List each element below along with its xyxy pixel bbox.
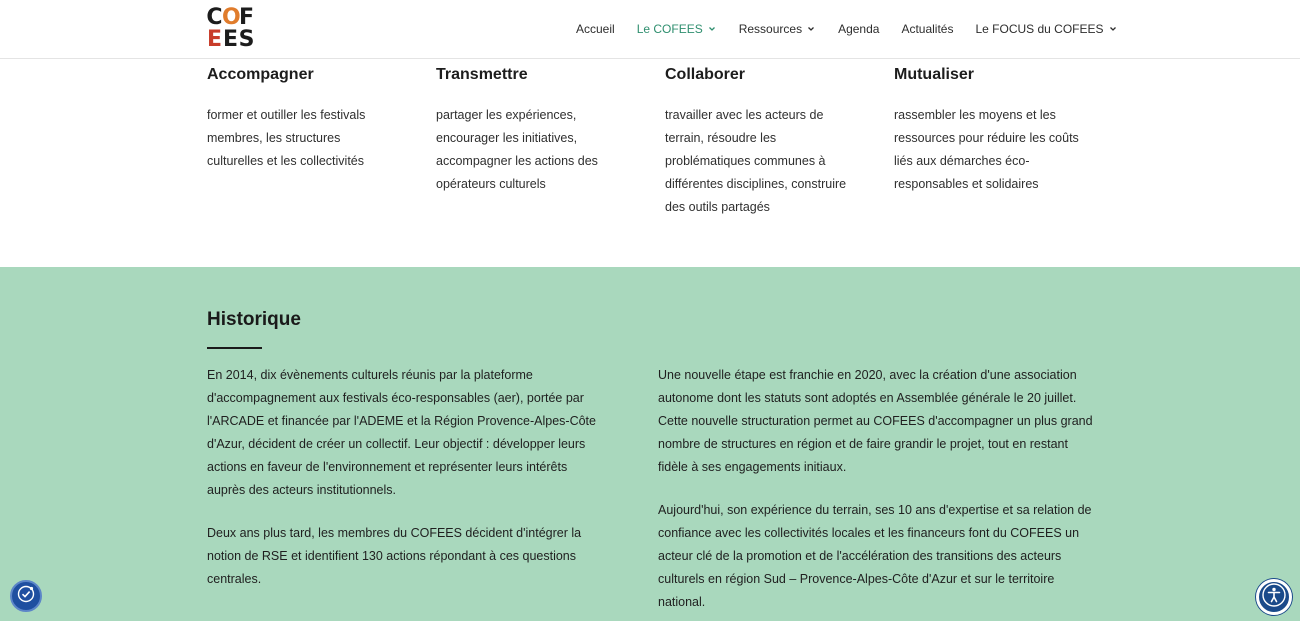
- pillars-section: [207, 60, 1107, 266]
- chevron-down-icon: [806, 24, 816, 34]
- pillar-text: former et outiller les festivals membres, les structures culturelles et les collectivités: [207, 108, 366, 168]
- historique-title: Historique: [207, 309, 301, 330]
- nav-item-label: Le COFEES: [636, 22, 703, 36]
- cofees-logo[interactable]: [206, 5, 256, 52]
- logo-letter: S: [238, 27, 254, 52]
- main-nav: [576, 0, 1118, 58]
- historique-section: [0, 267, 1300, 621]
- historique-right-column: [658, 364, 1100, 621]
- pillar-collaborer: [665, 60, 865, 219]
- logo-letter: E: [206, 27, 222, 52]
- cookie-consent-icon: [16, 584, 36, 609]
- pillar-text: travailler avec les acteurs de terrain, résoudre les problématiques communes à différentes disciplines, construire des outils partagés: [665, 108, 847, 214]
- nav-item-label: Ressources: [738, 22, 803, 36]
- chevron-down-icon: [707, 24, 717, 34]
- pillar-title: Accompagner: [207, 66, 314, 83]
- logo-letter: C: [206, 5, 222, 30]
- nav-item-agenda[interactable]: [838, 22, 879, 36]
- pillar-mutualiser: [894, 60, 1094, 196]
- historique-paragraph: En 2014, dix évènements culturels réunis par la plateforme d'accompagnement aux festivals éco-responsables (aer), portée par l'ARCADE et financée par l'ADEME et la Région Provence-Alpes-Côte d'Azur, décident de créer un collectif. Leur objectif : développer leurs actions en faveur de l'environnement et représenter leurs intérêts auprès des acteurs institutionnels.: [207, 368, 596, 497]
- pillar-accompagner: [207, 60, 407, 173]
- nav-item-label: Accueil: [576, 22, 615, 36]
- pillar-transmettre: [436, 60, 636, 196]
- nav-item-actualites[interactable]: [901, 22, 953, 36]
- historique-paragraph: Aujourd'hui, son expérience du terrain, ses 10 ans d'expertise et sa relation de confiance avec les collectivités locales et les financeurs font du COFEES un acteur clé de la promotion et de l'accélération des transitions des acteurs culturels en région Sud – Provence-Alpes-Côte d'Azur et sur le territoire national.: [658, 503, 1092, 609]
- cookie-consent-button[interactable]: [10, 580, 42, 612]
- accessibility-icon: [1261, 582, 1287, 613]
- nav-item-label: Actualités: [901, 22, 954, 36]
- site-header: [0, 0, 1300, 59]
- pillar-text: partager les expériences, encourager les initiatives, accompagner les actions des opérateurs culturels: [436, 108, 598, 191]
- pillar-title: Transmettre: [436, 66, 528, 83]
- accessibility-button[interactable]: [1256, 579, 1292, 615]
- historique-paragraph: Deux ans plus tard, les membres du COFEES décident d'intégrer la notion de RSE et identifient 130 actions répondant à ces questions centrales.: [207, 526, 582, 586]
- nav-item-accueil[interactable]: [576, 22, 615, 36]
- pillar-title: Collaborer: [665, 66, 746, 83]
- nav-item-le-cofees[interactable]: [637, 22, 717, 36]
- logo-letter: F: [238, 5, 254, 30]
- historique-paragraph: Une nouvelle étape est franchie en 2020, avec la création d'une association autonome dont les statuts sont adoptés en Assemblée générale le 20 juillet. Cette nouvelle structuration permet au COFEES d'accompagner un plus grand nombre de structures en région et de faire grandir le projet, tout en restant fidèle à ses engagements initiaux.: [658, 368, 1093, 474]
- pillar-title: Mutualiser: [894, 66, 975, 83]
- chevron-down-icon: [1108, 24, 1118, 34]
- nav-item-focus[interactable]: [975, 22, 1117, 36]
- logo-letter: O: [222, 5, 240, 30]
- nav-item-label: Le FOCUS du COFEES: [975, 22, 1104, 36]
- pillar-text: rassembler les moyens et les ressources pour réduire les coûts liés aux démarches éco-responsables et solidaires: [894, 108, 1079, 191]
- nav-item-ressources[interactable]: [739, 22, 816, 36]
- title-underline: [207, 347, 262, 349]
- historique-left-column: [207, 364, 607, 611]
- logo-letter: E: [222, 27, 238, 52]
- nav-item-label: Agenda: [838, 22, 880, 36]
